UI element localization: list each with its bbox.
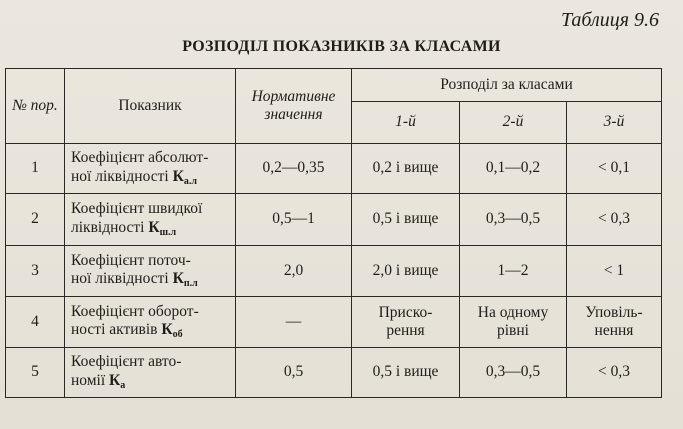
row-no: 3: [6, 246, 65, 297]
row-class-1: 0,5 і вище: [352, 194, 460, 246]
indicator-symbol: [148, 219, 176, 236]
symbol-letter: К: [161, 321, 173, 339]
table-row: [6, 348, 662, 398]
row-normative: 0,2—0,35: [236, 144, 352, 194]
indicator-line2: [71, 321, 231, 341]
indicator-symbol: [173, 168, 197, 185]
row-indicator: [65, 194, 236, 246]
table-row: [6, 194, 662, 246]
row-no: 1: [6, 144, 65, 194]
indicator-line2: [71, 219, 231, 239]
row-indicator: [65, 246, 236, 297]
row-class-2: 1—2: [460, 246, 567, 297]
symbol-letter: К: [172, 270, 184, 288]
indicator-line1: Коефіцієнт швидкої: [71, 200, 203, 218]
row-class-1: 2,0 і вище: [352, 246, 460, 297]
row-class-1: 0,5 і вище: [352, 348, 460, 398]
row-class-3: < 0,1: [567, 144, 662, 194]
indicator-symbol: [172, 270, 198, 290]
row-no: 4: [6, 297, 65, 348]
header-class-3: 3-й: [567, 102, 662, 144]
symbol-sub: а: [120, 379, 126, 391]
symbol-sub: п.л: [183, 278, 198, 290]
row-normative: —: [236, 297, 352, 348]
table-number: Таблиця 9.6: [561, 9, 659, 31]
class-1-line1: Приско-: [378, 303, 433, 321]
row-normative: 0,5: [236, 348, 352, 398]
class-1-line2: рення: [386, 322, 425, 339]
symbol-letter: К: [148, 218, 160, 236]
row-class-1: 0,2 і вище: [352, 144, 460, 194]
class-3-line1: Уповіль-: [585, 303, 643, 321]
row-class-2: 0,1—0,2: [460, 144, 567, 194]
header-no: [6, 69, 65, 144]
row-class-1: [352, 297, 460, 348]
table-row: [6, 246, 662, 297]
table-row: [6, 297, 662, 348]
classes-table: [5, 68, 662, 398]
symbol-letter: К: [109, 371, 121, 389]
indicator-line1: Коефіцієнт поточ-: [71, 251, 191, 269]
indicator-line1: Коефіцієнт авто-: [71, 353, 182, 371]
header-no-label: № пор.: [12, 96, 58, 114]
row-no: 2: [6, 194, 65, 246]
header-class-2: 2-й: [460, 102, 567, 144]
class-2-line2: рівні: [497, 322, 529, 339]
header-normative: Нормативне значення: [236, 69, 352, 144]
symbol-sub: об: [172, 329, 183, 341]
symbol-letter: К: [172, 167, 184, 185]
row-no: 5: [6, 348, 65, 398]
header-distribution: Розподіл за класами: [352, 69, 662, 102]
symbol-sub: а.л: [183, 175, 197, 187]
indicator-line2: [71, 372, 231, 392]
indicator-text: ної ліквідності: [71, 167, 169, 185]
row-normative: 0,5—1: [236, 194, 352, 246]
row-indicator: [65, 297, 236, 348]
row-indicator: [65, 348, 236, 398]
indicator-text: ліквідності: [71, 218, 145, 236]
symbol-sub: ш.л: [159, 226, 177, 238]
indicator-line2: [71, 168, 231, 188]
class-2-line1: На одному: [477, 303, 549, 321]
table-row: [6, 144, 662, 194]
row-class-2: [460, 297, 567, 348]
header-class-1: 1-й: [352, 102, 460, 144]
class-3-line2: нення: [594, 322, 634, 339]
row-class-2: 0,3—0,5: [460, 348, 567, 398]
row-class-3: [567, 297, 662, 348]
indicator-line1: Коефіцієнт оборот-: [71, 302, 199, 320]
row-class-2: 0,3—0,5: [460, 194, 567, 246]
indicator-line1: Коефіцієнт абсолют-: [71, 149, 209, 167]
row-class-3: < 1: [567, 246, 662, 297]
indicator-text: номії: [71, 371, 106, 389]
row-normative: 2,0: [236, 246, 352, 297]
indicator-line2: [71, 270, 231, 290]
header-indicator: Показник: [65, 69, 236, 144]
indicator-text: ності активів: [71, 321, 158, 339]
indicator-symbol: [161, 321, 183, 341]
row-class-3: < 0,3: [567, 348, 662, 398]
row-indicator: [65, 144, 236, 194]
indicator-text: ної ліквідності: [71, 270, 169, 288]
table-title: РОЗПОДІЛ ПОКАЗНИКІВ ЗА КЛАСАМИ: [182, 38, 501, 55]
row-class-3: < 0,3: [567, 194, 662, 246]
indicator-symbol: [109, 372, 125, 389]
